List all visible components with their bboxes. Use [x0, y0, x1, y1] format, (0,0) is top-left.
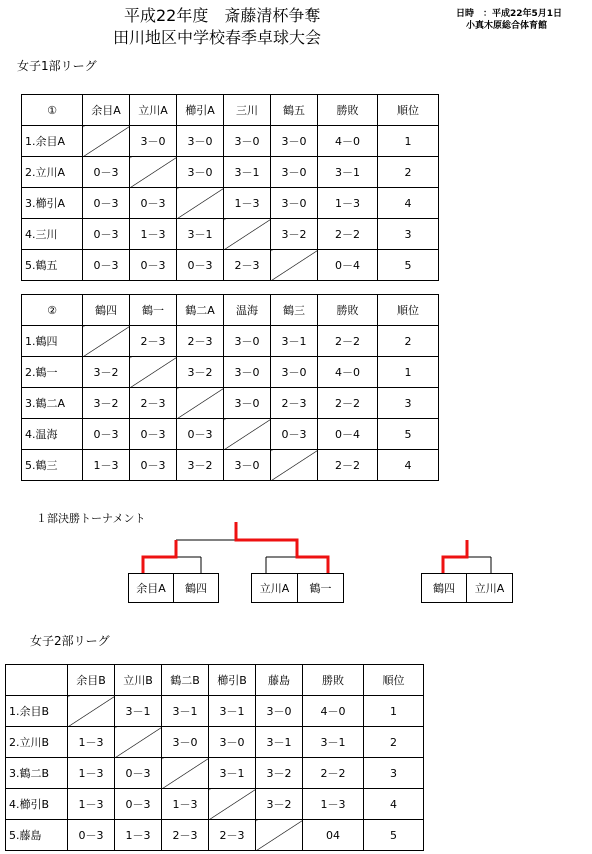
title-line-1: 平成22年度 斎藤清杯争奪	[124, 6, 321, 25]
column-head: 櫛引A	[177, 95, 224, 126]
table-header-row	[6, 665, 424, 696]
rank-cell: 4	[364, 789, 424, 820]
league2-title: 女子2部リーグ	[30, 634, 110, 648]
score-cell: 3－0	[130, 126, 177, 157]
record-cell: 2－2	[318, 450, 378, 481]
score-cell: 1－3	[83, 450, 130, 481]
record-cell: 1－3	[318, 188, 378, 219]
score-cell: 3－0	[224, 388, 271, 419]
score-cell: 3－0	[224, 126, 271, 157]
winner-paths	[143, 522, 467, 573]
score-cell: 3－2	[83, 388, 130, 419]
score-cell: 3－0	[224, 450, 271, 481]
score-cell: 0－3	[115, 758, 162, 789]
score-cell: 0－3	[83, 188, 130, 219]
bracket-team-box: 鶴四	[421, 573, 467, 603]
score-cell: 3－0	[271, 188, 318, 219]
column-head: 温海	[224, 295, 271, 326]
score-cell: 3－0	[224, 326, 271, 357]
score-cell: 3－0	[177, 157, 224, 188]
score-cell: 0－3	[271, 419, 318, 450]
team-name: 1.余目A	[22, 126, 83, 157]
record-cell: 2－2	[318, 388, 378, 419]
score-cell: 0－3	[83, 157, 130, 188]
score-cell: 3－1	[271, 326, 318, 357]
tournament-title: １部決勝トーナメント	[36, 512, 146, 525]
team-name: 4.三川	[22, 219, 83, 250]
winner-path-playoff	[443, 540, 467, 573]
rank-cell: 1	[378, 126, 439, 157]
score-cell: 3－2	[256, 758, 303, 789]
rank-cell: 3	[378, 219, 439, 250]
team-name: 3.櫛引A	[22, 188, 83, 219]
column-head: 鶴五	[271, 95, 318, 126]
team-name: 5.藤島	[6, 820, 68, 851]
column-head: 立川B	[115, 665, 162, 696]
record-cell: 4－0	[318, 357, 378, 388]
win-loss-head: 勝敗	[303, 665, 364, 696]
table-row	[6, 696, 424, 727]
score-cell: 2－3	[271, 388, 318, 419]
score-cell: 0－3	[130, 188, 177, 219]
column-head: 余目B	[68, 665, 115, 696]
rank-cell: 4	[378, 450, 439, 481]
record-cell: 4－0	[318, 126, 378, 157]
score-cell: 0－3	[130, 419, 177, 450]
record-cell: 2－2	[318, 326, 378, 357]
score-cell: 1－3	[68, 758, 115, 789]
column-head: 余目A	[83, 95, 130, 126]
rank-cell: 1	[378, 357, 439, 388]
winner-path-semifinal	[143, 540, 176, 573]
diagonal-cell	[209, 789, 256, 820]
bracket-team-box: 余目A	[128, 573, 174, 603]
score-cell: 0－3	[115, 789, 162, 820]
team-name: 2.立川A	[22, 157, 83, 188]
diagonal-cell	[162, 758, 209, 789]
score-cell: 3－1	[209, 758, 256, 789]
score-cell: 3－2	[271, 219, 318, 250]
score-cell: 3－1	[209, 696, 256, 727]
rank-cell: 5	[378, 419, 439, 450]
record-cell: 3－1	[318, 157, 378, 188]
title-line-2: 田川地区中学校春季卓球大会	[113, 28, 322, 47]
score-cell: 3－1	[162, 696, 209, 727]
team-name: 1.余目B	[6, 696, 68, 727]
score-cell: 2－3	[130, 326, 177, 357]
team-name: 4.櫛引B	[6, 789, 68, 820]
score-cell: 2－3	[162, 820, 209, 851]
table-row	[6, 789, 424, 820]
record-cell: 04	[303, 820, 364, 851]
score-cell: 2－3	[177, 326, 224, 357]
score-cell: 0－3	[177, 250, 224, 281]
table-row	[6, 758, 424, 789]
score-cell: 3－2	[83, 357, 130, 388]
rank-cell: 5	[364, 820, 424, 851]
record-cell: 0－4	[318, 419, 378, 450]
date-line: 日時 ：平成22年5月1日	[456, 9, 563, 19]
team-name: 3.鶴二A	[22, 388, 83, 419]
column-head: 鶴二A	[177, 295, 224, 326]
team-name: 2.鶴一	[22, 357, 83, 388]
record-cell: 4－0	[303, 696, 364, 727]
bracket-team-box: 立川A	[251, 573, 298, 603]
score-cell: 0－3	[177, 419, 224, 450]
score-cell: 0－3	[68, 820, 115, 851]
team-name: 1.鶴四	[22, 326, 83, 357]
group-corner: ①	[22, 95, 83, 126]
group-corner: ②	[22, 295, 83, 326]
rank-cell: 1	[364, 696, 424, 727]
rank-head: 順位	[364, 665, 424, 696]
score-cell: 1－3	[68, 727, 115, 758]
record-cell: 3－1	[303, 727, 364, 758]
score-cell: 3－0	[271, 357, 318, 388]
score-cell: 3－0	[271, 157, 318, 188]
score-cell: 3－0	[209, 727, 256, 758]
winner-path-champion	[236, 522, 328, 573]
score-cell: 3－0	[162, 727, 209, 758]
score-cell: 3－2	[177, 357, 224, 388]
diagonal-cell	[115, 727, 162, 758]
score-cell: 3－0	[224, 357, 271, 388]
score-cell: 1－3	[162, 789, 209, 820]
column-head: 鶴三	[271, 295, 318, 326]
record-cell: 0－4	[318, 250, 378, 281]
team-name: 4.温海	[22, 419, 83, 450]
record-cell: 2－2	[303, 758, 364, 789]
score-cell: 2－3	[224, 250, 271, 281]
table-row	[6, 820, 424, 851]
rank-cell: 5	[378, 250, 439, 281]
score-cell: 3－1	[115, 696, 162, 727]
score-cell: 0－3	[83, 419, 130, 450]
score-cell: 0－3	[83, 219, 130, 250]
score-cell: 3－2	[177, 450, 224, 481]
league1-title: 女子1部リーグ	[17, 59, 97, 73]
score-cell: 3－1	[177, 219, 224, 250]
score-cell: 1－3	[68, 789, 115, 820]
rank-cell: 2	[364, 727, 424, 758]
column-head: 鶴一	[130, 295, 177, 326]
column-head: 立川A	[130, 95, 177, 126]
column-head: 鶴四	[83, 295, 130, 326]
diagonal-cell	[68, 696, 115, 727]
rank-cell: 2	[378, 326, 439, 357]
score-cell: 1－3	[115, 820, 162, 851]
score-cell: 3－0	[256, 696, 303, 727]
column-head: 藤島	[256, 665, 303, 696]
score-cell: 3－0	[177, 126, 224, 157]
score-cell: 1－3	[130, 219, 177, 250]
bracket-team-box: 鶴一	[297, 573, 344, 603]
rank-cell: 4	[378, 188, 439, 219]
score-cell: 3－0	[271, 126, 318, 157]
score-cell: 0－3	[130, 250, 177, 281]
bracket-team-box: 立川A	[466, 573, 513, 603]
score-cell: 3－1	[256, 727, 303, 758]
rank-head: 順位	[378, 295, 439, 326]
column-head: 三川	[224, 95, 271, 126]
diagonal-cell	[256, 820, 303, 851]
venue-line: 小真木原総合体育館	[466, 21, 548, 31]
rank-head: 順位	[378, 95, 439, 126]
score-cell: 3－2	[256, 789, 303, 820]
team-name: 2.立川B	[6, 727, 68, 758]
score-cell: 2－3	[130, 388, 177, 419]
score-cell: 1－3	[224, 188, 271, 219]
score-cell: 0－3	[130, 450, 177, 481]
bracket-team-box: 鶴四	[173, 573, 219, 603]
team-name: 3.鶴二B	[6, 758, 68, 789]
win-loss-head: 勝敗	[318, 295, 378, 326]
win-loss-head: 勝敗	[318, 95, 378, 126]
league2-table	[5, 664, 424, 851]
score-cell: 2－3	[209, 820, 256, 851]
rank-cell: 3	[378, 388, 439, 419]
score-cell: 0－3	[83, 250, 130, 281]
rank-cell: 2	[378, 157, 439, 188]
team-name: 5.鶴三	[22, 450, 83, 481]
team-name: 5.鶴五	[22, 250, 83, 281]
score-cell: 3－1	[224, 157, 271, 188]
corner-cell	[6, 665, 68, 696]
record-cell: 1－3	[303, 789, 364, 820]
table-row	[6, 727, 424, 758]
rank-cell: 3	[364, 758, 424, 789]
column-head: 鶴二B	[162, 665, 209, 696]
record-cell: 2－2	[318, 219, 378, 250]
column-head: 櫛引B	[209, 665, 256, 696]
